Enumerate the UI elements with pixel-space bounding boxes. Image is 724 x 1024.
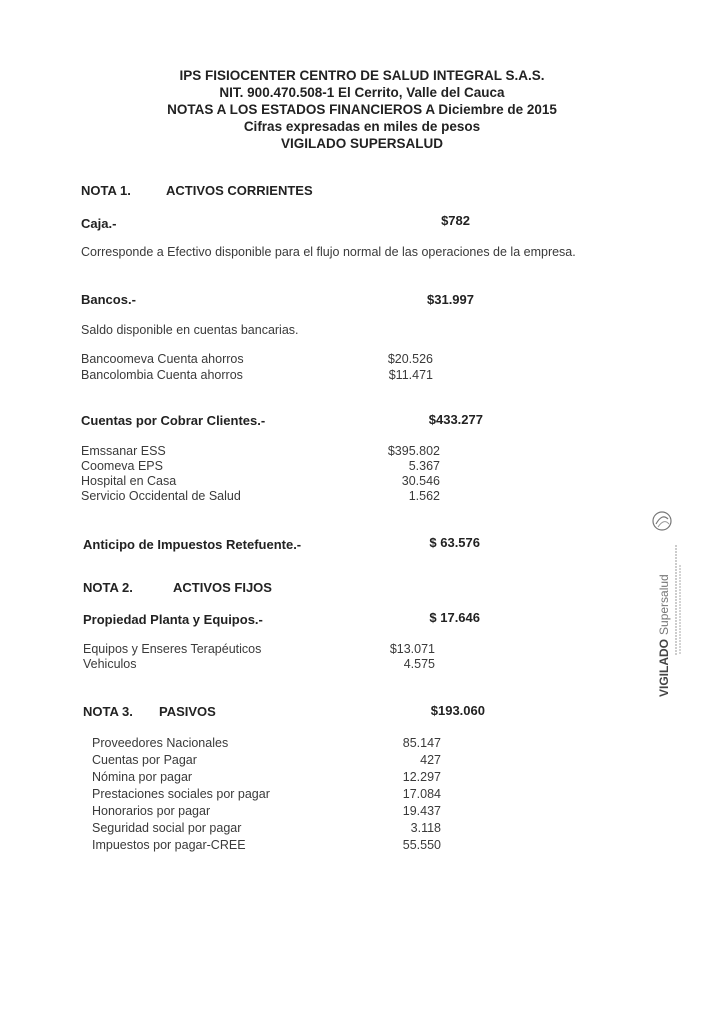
nota3-title: PASIVOS (159, 704, 216, 719)
cuentas-total: $433.277 (428, 412, 483, 427)
caja-total: $782 (441, 213, 470, 228)
cuentas-label: Cuentas por Cobrar Clientes.- (81, 413, 266, 428)
nota1-title: ACTIVOS CORRIENTES (166, 183, 313, 198)
bancos-item-value: $11.471 (388, 368, 433, 382)
pasivo-item-value: 55.550 (402, 838, 441, 852)
pasivo-item-name: Impuestos por pagar-CREE (92, 838, 246, 852)
bancos-description: Saldo disponible en cuentas bancarias. (81, 323, 299, 337)
company-nit: NIT. 900.470.508-1 El Cerrito, Valle del Cauca (219, 85, 505, 100)
propiedad-item-name: Vehiculos (83, 657, 137, 671)
cuentas-item-value: 5.367 (408, 459, 440, 473)
anticipo-total: $ 63.576 (429, 535, 480, 550)
cuentas-item-name: Emssanar ESS (81, 444, 166, 458)
document-title: NOTAS A LOS ESTADOS FINANCIEROS A Diciembre de 2015 (167, 102, 557, 117)
cuentas-item-name: Servicio Occidental de Salud (81, 489, 241, 503)
pasivo-item-value: 85.147 (402, 736, 441, 750)
supervision-label: VIGILADO SUPERSALUD (280, 136, 443, 151)
nota3-total: $193.060 (430, 703, 485, 718)
pasivo-item-name: Nómina por pagar (92, 770, 193, 784)
anticipo-label: Anticipo de Impuestos Retefuente.- (83, 537, 302, 552)
pasivo-item-name: Honorarios por pagar (92, 804, 211, 818)
nota2-title: ACTIVOS FIJOS (173, 580, 272, 595)
bancos-item-name: Bancolombia Cuenta ahorros (81, 368, 243, 382)
pasivo-item-value: 19.437 (402, 804, 441, 818)
cuentas-item-name: Coomeva EPS (81, 459, 163, 473)
pasivo-item-name: Proveedores Nacionales (92, 736, 229, 750)
cuentas-item-value: $395.802 (387, 444, 440, 458)
caja-label: Caja.- (81, 216, 117, 231)
propiedad-item-name: Equipos y Enseres Terapéuticos (83, 642, 262, 656)
pasivo-item-value: 3.118 (410, 821, 441, 835)
pasivo-item-value: 12.297 (402, 770, 441, 784)
pasivo-item-name: Cuentas por Pagar (92, 753, 197, 767)
document-subtitle: Cifras expresadas en miles de pesos (243, 119, 481, 134)
stamp-text: VIGILADOSupersalud (657, 574, 671, 697)
propiedad-total: $ 17.646 (429, 610, 480, 625)
nota2-number: NOTA 2. (83, 580, 133, 595)
cuentas-item-value: 30.546 (401, 474, 440, 488)
supersalud-logo-icon (653, 512, 671, 530)
pasivo-item-value: 17.084 (402, 787, 441, 801)
bancos-item-name: Bancoomeva Cuenta ahorros (81, 352, 244, 366)
nota3-number: NOTA 3. (83, 704, 133, 719)
cuentas-item-name: Hospital en Casa (81, 474, 177, 488)
propiedad-item-value: $13.071 (389, 642, 435, 656)
nota1-number: NOTA 1. (81, 183, 131, 198)
propiedad-item-value: 4.575 (403, 657, 435, 671)
bancos-item-value: $20.526 (387, 352, 433, 366)
pasivo-item-name: Seguridad social por pagar (92, 821, 242, 835)
bancos-total: $31.997 (427, 292, 474, 307)
caja-description: Corresponde a Efectivo disponible para el flujo normal de las operaciones de la empresa. (81, 245, 576, 259)
bancos-label: Bancos.- (81, 292, 136, 307)
pasivo-item-value: 427 (420, 753, 441, 767)
supersalud-stamp (632, 505, 690, 705)
pasivo-item-name: Prestaciones sociales por pagar (92, 787, 270, 801)
propiedad-label: Propiedad Planta y Equipos.- (83, 612, 263, 627)
cuentas-item-value: 1.562 (408, 489, 440, 503)
company-name: IPS FISIOCENTER CENTRO DE SALUD INTEGRAL S.A.S. (179, 68, 545, 83)
